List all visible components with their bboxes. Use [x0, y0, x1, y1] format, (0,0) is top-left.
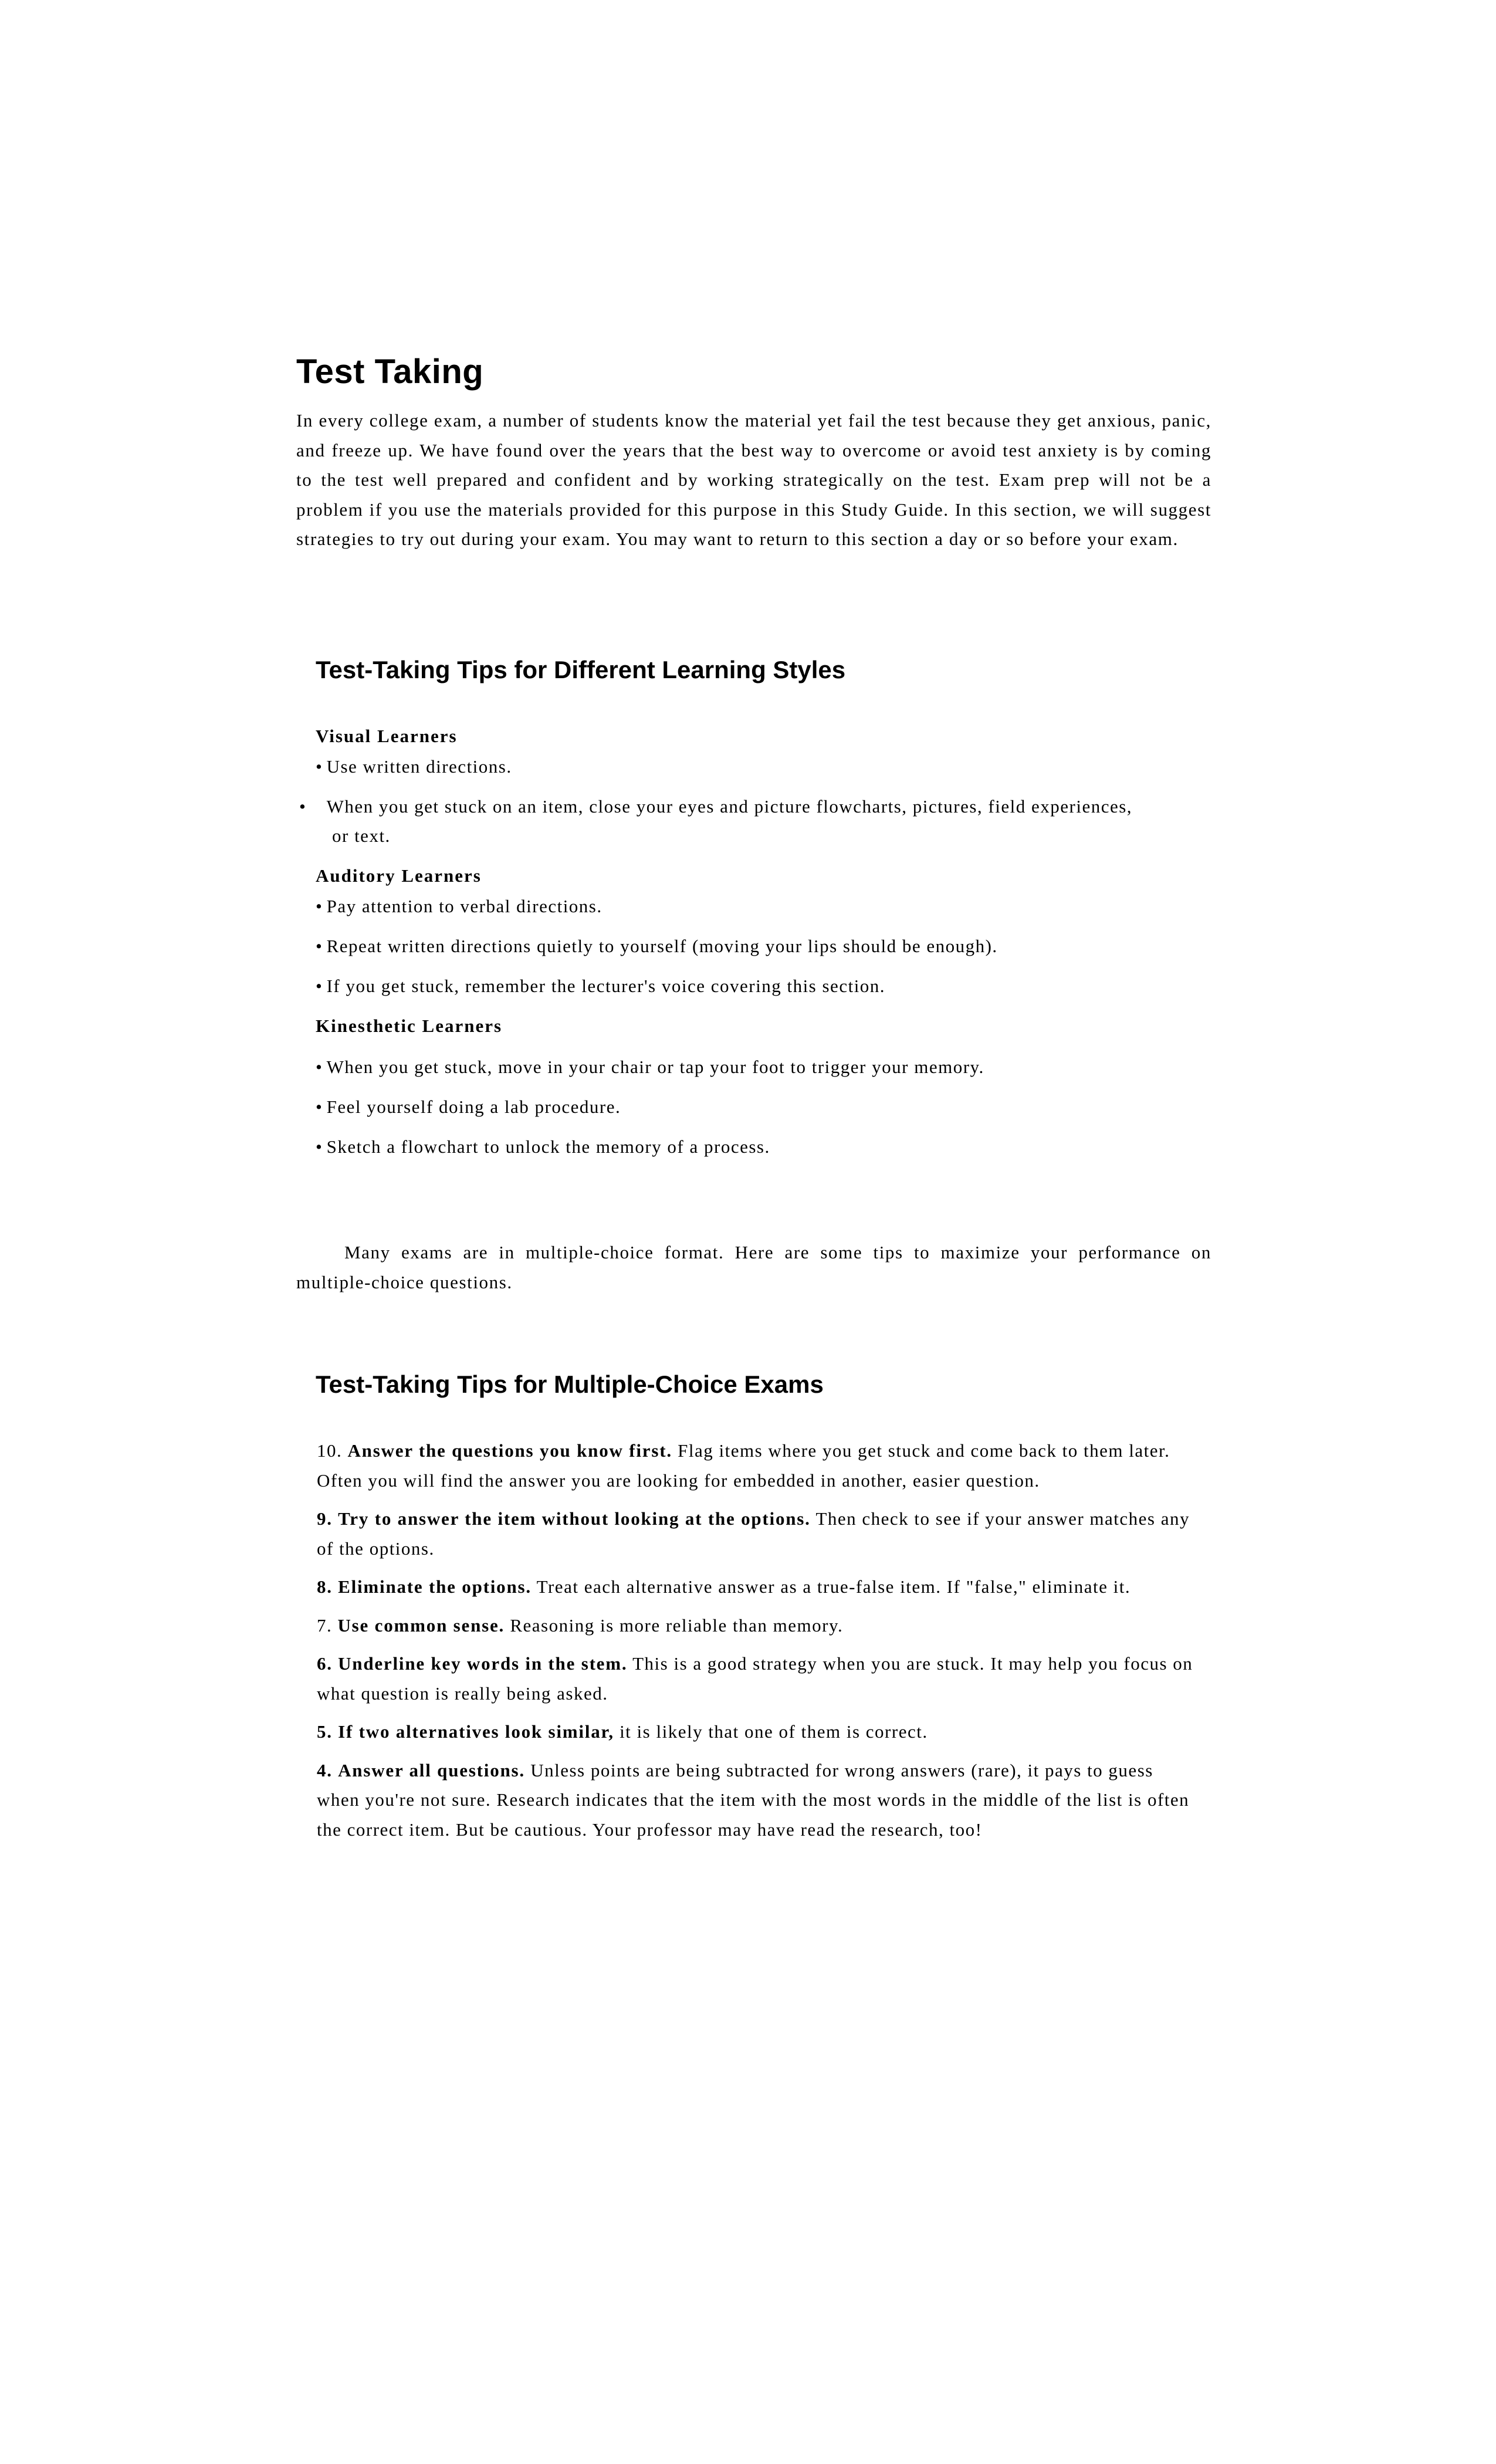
tip-item	[317, 1504, 1197, 1563]
multiple-choice-heading: Test-Taking Tips for Multiple-Choice Exams	[316, 1370, 824, 1398]
learning-styles-heading: Test-Taking Tips for Different Learning Styles	[316, 656, 846, 683]
list-item	[299, 792, 1153, 851]
multiple-choice-tips	[317, 1436, 1197, 1853]
list-item-text: Repeat written directions quietly to yourself (moving your lips should be enough).	[326, 936, 998, 956]
tip-number: 9.	[317, 1508, 333, 1529]
tip-lead: Try to answer the item without looking at the options.	[338, 1508, 811, 1529]
bullet-icon: •	[316, 976, 323, 996]
list-item-text: Pay attention to verbal directions.	[326, 896, 603, 916]
tip-lead: If two alternatives look similar,	[338, 1721, 614, 1742]
intro-paragraph: In every college exam, a number of students know the material yet fail the test because they get anxious, panic, and freeze up. We have found over the years that the best way to overcome or avoid test anxiety is by coming to the test well prepared and confident and by working strategically on the test. Exam prep will not be a problem if you use the materials provided for this purpose in this Study Guide. In this section, we will suggest strategies to try out during your exam. You may want to return to this section a day or so before your exam.	[296, 410, 1211, 549]
list-item-text: If you get stuck, remember the lecturer's voice covering this section.	[326, 976, 886, 996]
list-item	[316, 932, 1207, 961]
tip-item	[317, 1649, 1197, 1708]
bullet-icon: •	[316, 756, 323, 777]
tip-number: 7.	[317, 1615, 333, 1636]
bullet-icon: •	[299, 796, 307, 817]
list-item-text: When you get stuck on an item, close your eyes and picture flowcharts, pictures, field experiences, or text.	[326, 796, 1133, 846]
list-item-text: Sketch a flowchart to unlock the memory of a process.	[326, 1136, 770, 1157]
list-item	[316, 972, 1207, 1001]
group-heading: Visual Learners	[316, 726, 458, 746]
tip-text: it is likely that one of them is correct.	[620, 1721, 928, 1742]
tip-number: 5.	[317, 1721, 333, 1742]
bullet-icon: •	[316, 896, 323, 916]
bullet-icon: •	[316, 936, 323, 956]
bullet-icon: •	[316, 1057, 323, 1077]
tip-text: Unless points are being subtracted for wrong answers (rare), it pays to guess when you're not sure. Research indicates that the item with the most words in the middle of the list is often the correct item. But be cautious. Your professor may have read the research, too!	[317, 1759, 1190, 1840]
group-heading: Kinesthetic Learners	[316, 1016, 503, 1036]
tip-item	[317, 1436, 1197, 1495]
tip-text: Reasoning is more reliable than memory.	[510, 1615, 844, 1636]
list-item	[316, 1092, 1207, 1122]
learning-group-auditory	[316, 861, 1207, 1001]
page-title: Test Taking	[296, 353, 484, 391]
tip-text: Flag items where you get stuck and come back to them later. Often you will find the answer you are looking for embedded in another, easier question.	[317, 1440, 1170, 1491]
tip-text: Then check to see if your answer matches any of the options.	[317, 1508, 1190, 1559]
list-item	[316, 752, 1207, 781]
list-item-text: Feel yourself doing a lab procedure.	[326, 1096, 621, 1117]
tip-text: This is a good strategy when you are stuck. It may help you focus on what question is really being asked.	[317, 1653, 1193, 1704]
tip-lead: Answer all questions.	[338, 1759, 525, 1781]
bullet-icon: •	[316, 1136, 323, 1157]
bullet-icon: •	[316, 1096, 323, 1117]
tip-item	[317, 1572, 1197, 1602]
group-heading: Auditory Learners	[316, 865, 482, 886]
tip-item	[317, 1717, 1197, 1747]
tip-item	[317, 1611, 1197, 1641]
list-item	[316, 1132, 1207, 1162]
tip-item	[317, 1756, 1197, 1845]
tip-lead: Underline key words in the stem.	[338, 1653, 628, 1674]
learning-group-visual	[299, 722, 1207, 851]
list-item	[316, 892, 1207, 921]
tip-lead: Use common sense.	[337, 1615, 505, 1636]
learning-styles-section	[299, 722, 1207, 1162]
tip-number: 8.	[317, 1576, 333, 1597]
tip-number: 4.	[317, 1759, 333, 1781]
tip-lead: Answer the questions you know first.	[347, 1440, 672, 1461]
multiple-choice-intro: Many exams are in multiple-choice format. Here are some tips to maximize your performance on multiple-choice questions.	[296, 1242, 1211, 1292]
tip-text: Treat each alternative answer as a true-false item. If "false," eliminate it.	[536, 1576, 1131, 1597]
tip-lead: Eliminate the options.	[338, 1576, 532, 1597]
list-item-text: Use written directions.	[326, 756, 512, 777]
list-item	[316, 1052, 1207, 1082]
tip-number: 6.	[317, 1653, 333, 1674]
tip-number: 10.	[317, 1440, 343, 1461]
list-item-text: When you get stuck, move in your chair or tap your foot to trigger your memory.	[326, 1057, 984, 1077]
learning-group-kinesthetic	[316, 1011, 1207, 1162]
